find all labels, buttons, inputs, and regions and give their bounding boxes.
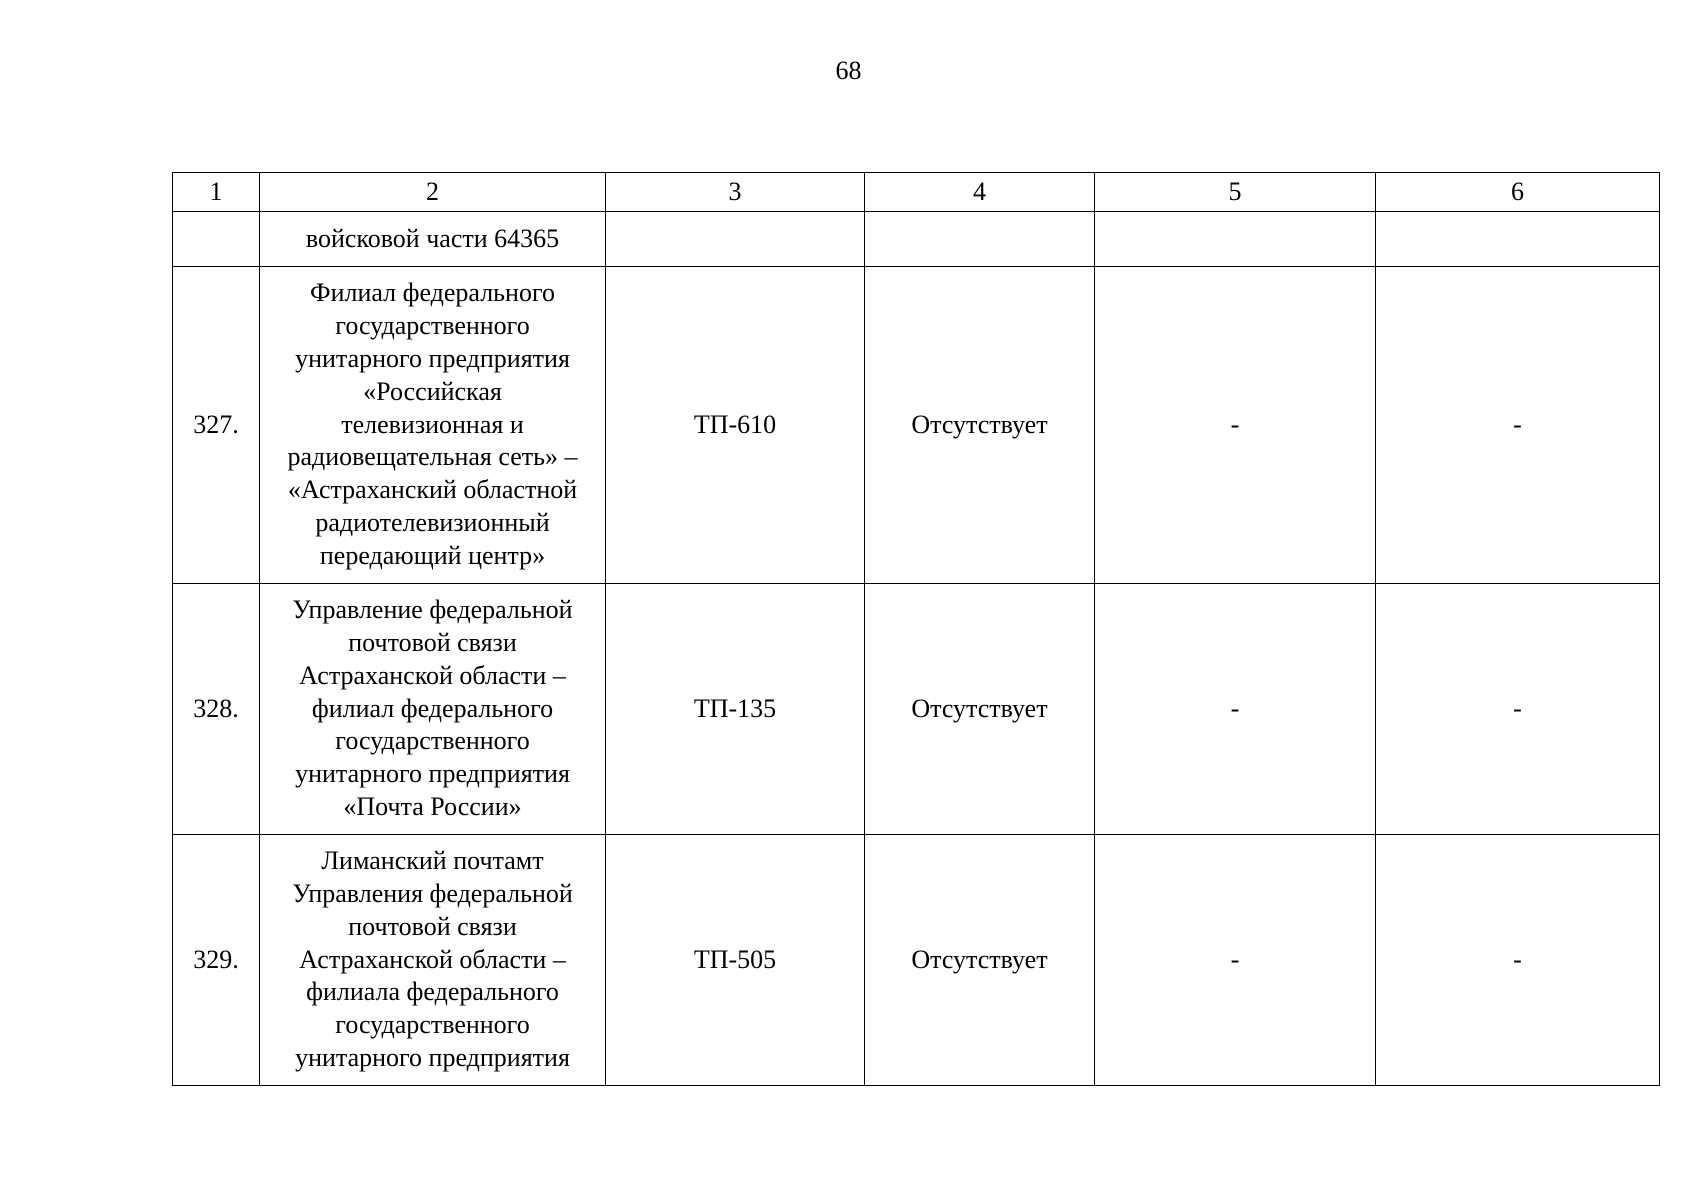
data-table <box>172 172 1660 1086</box>
table-row <box>173 835 1660 1086</box>
row-number-cell: 327. <box>173 267 260 584</box>
column-6-cell <box>1376 212 1660 267</box>
column-6-cell: - <box>1376 584 1660 835</box>
header-cell: 6 <box>1376 173 1660 212</box>
page-number: 68 <box>835 56 862 85</box>
header-cell: 5 <box>1095 173 1376 212</box>
table-row <box>173 584 1660 835</box>
column-4-cell: Отсутствует <box>865 267 1095 584</box>
substation-cell <box>606 212 865 267</box>
column-5-cell <box>1095 212 1376 267</box>
organization-name-cell: войсковой части 64365 <box>260 212 606 267</box>
column-5-cell: - <box>1095 584 1376 835</box>
row-number-cell <box>173 212 260 267</box>
substation-cell: ТП-135 <box>606 584 865 835</box>
table-row-continuation <box>173 212 1660 267</box>
row-number-cell: 328. <box>173 584 260 835</box>
column-5-cell: - <box>1095 267 1376 584</box>
column-4-cell: Отсутствует <box>865 584 1095 835</box>
column-4-cell: Отсутствует <box>865 835 1095 1086</box>
table-row <box>173 267 1660 584</box>
column-6-cell: - <box>1376 267 1660 584</box>
column-4-cell <box>865 212 1095 267</box>
row-number-cell: 329. <box>173 835 260 1086</box>
substation-cell: ТП-505 <box>606 835 865 1086</box>
header-cell: 4 <box>865 173 1095 212</box>
column-6-cell: - <box>1376 835 1660 1086</box>
organization-name-cell: Управление федеральной почтовой связи Астраханской области – филиал федерального государственного унитарного предприятия «Почта России» <box>260 584 606 835</box>
header-cell: 3 <box>606 173 865 212</box>
organization-name-cell: Филиал федерального государственного унитарного предприятия «Российская телевизионная и радиовещательная сеть» – «Астраханский областной радиотелевизионный передающий центр» <box>260 267 606 584</box>
column-5-cell: - <box>1095 835 1376 1086</box>
substation-cell: ТП-610 <box>606 267 865 584</box>
header-cell: 1 <box>173 173 260 212</box>
header-cell: 2 <box>260 173 606 212</box>
table-header-row <box>173 173 1660 212</box>
organization-name-cell: Лиманский почтамт Управления федеральной почтовой связи Астраханской области – филиала федерального государственного унитарного предприятия <box>260 835 606 1086</box>
